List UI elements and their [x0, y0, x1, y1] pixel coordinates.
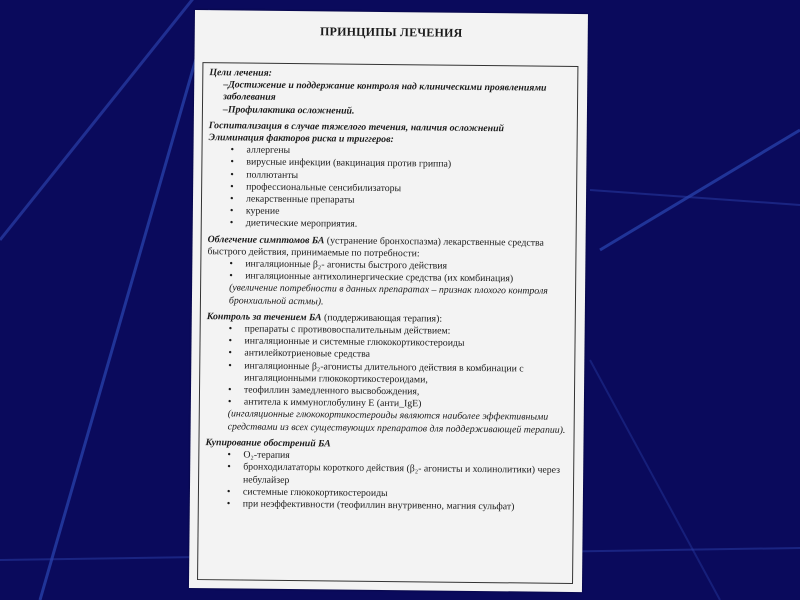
list-item: • антитела к иммуноглобулину E (анти_IgE)	[244, 397, 568, 413]
relief-heading-rest: (устранение бронхоспазма) лекарственные средства быстрого действия, принимаемые по потребности:	[207, 235, 544, 260]
list-item: • ингаляционные антихолинергические средства (их комбинация)	[245, 271, 569, 287]
document-page	[189, 10, 588, 592]
control-heading-rest: (поддерживающая терапия):	[321, 312, 443, 325]
content-box	[197, 62, 578, 584]
list-item: • ингаляционные и системные глюкокортикостероиды	[244, 336, 568, 352]
list-item: • профессиональные сенсибилизаторы	[246, 181, 570, 197]
list-item: • курение	[246, 206, 570, 222]
goal-item: –Достижение и поддержание контроля над клиническими проявлениями заболевания	[223, 79, 547, 104]
list-item: • ингаляционные β₂- агонисты быстрого действия	[245, 259, 569, 275]
control-list	[206, 323, 569, 412]
relief-note: (увеличение потребности в данных препаратах – признак плохого контроля бронхиальной астмы).	[228, 282, 548, 308]
list-item: • теофиллин замедленного высвобождения,	[244, 385, 568, 401]
control-section	[206, 311, 569, 437]
exacerbation-section	[205, 437, 568, 514]
list-item: • системные глюкокортикостероиды	[243, 486, 567, 502]
list-item: • аллергены	[246, 145, 570, 161]
list-item: • бронходилататоры короткого действия (β₂- агонисты и холинолитики) через небулайзер	[243, 462, 567, 490]
goals-section	[209, 67, 571, 120]
list-item: • лекарственные препараты	[246, 194, 570, 210]
relief-section	[207, 234, 570, 311]
goals-heading: Цели лечения:	[209, 67, 272, 79]
page-title: ПРИНЦИПЫ ЛЕЧЕНИЯ	[319, 24, 463, 40]
list-item: • антилейкотриеновые средства	[244, 348, 568, 364]
hospital-heading: Госпитализация в случае тяжелого течения, наличия осложнений	[208, 119, 505, 135]
relief-heading	[207, 234, 569, 262]
exacerbation-list	[205, 449, 568, 514]
triggers-list	[208, 144, 571, 233]
list-item: • O₂-терапия	[243, 450, 567, 466]
hospital-section	[208, 120, 571, 234]
exacerbation-heading: Купирование обострений БА	[205, 437, 331, 450]
elimination-heading: Элиминация факторов риска и триггеров:	[208, 132, 394, 146]
list-item: • препараты с противовоспалительным действием:	[245, 324, 569, 340]
list-item: • ингаляционные β₂-агонисты длительного действия в комбинации с ингаляционными глюкокортикостероидами,	[244, 360, 568, 388]
list-item: • диетические мероприятия.	[246, 218, 570, 234]
goal-item: –Профилактика осложнений.	[222, 103, 355, 117]
list-item: • вирусные инфекции (вакцинация против гриппа)	[246, 157, 570, 173]
control-note: (ингаляционные глюкокортикостероиды являются наиболее эффективными средствами из всех существующих препаратов для поддерживающей терапии).	[227, 408, 566, 436]
control-heading-bold: Контроль за течением БА	[206, 310, 322, 324]
list-item: • при неэффективности (теофиллин внутривенно, магния сульфат)	[243, 498, 567, 514]
list-item: • поллютанты	[246, 169, 570, 185]
relief-heading-bold: Облегчение симптомов БА	[207, 233, 325, 247]
relief-list	[207, 258, 569, 286]
